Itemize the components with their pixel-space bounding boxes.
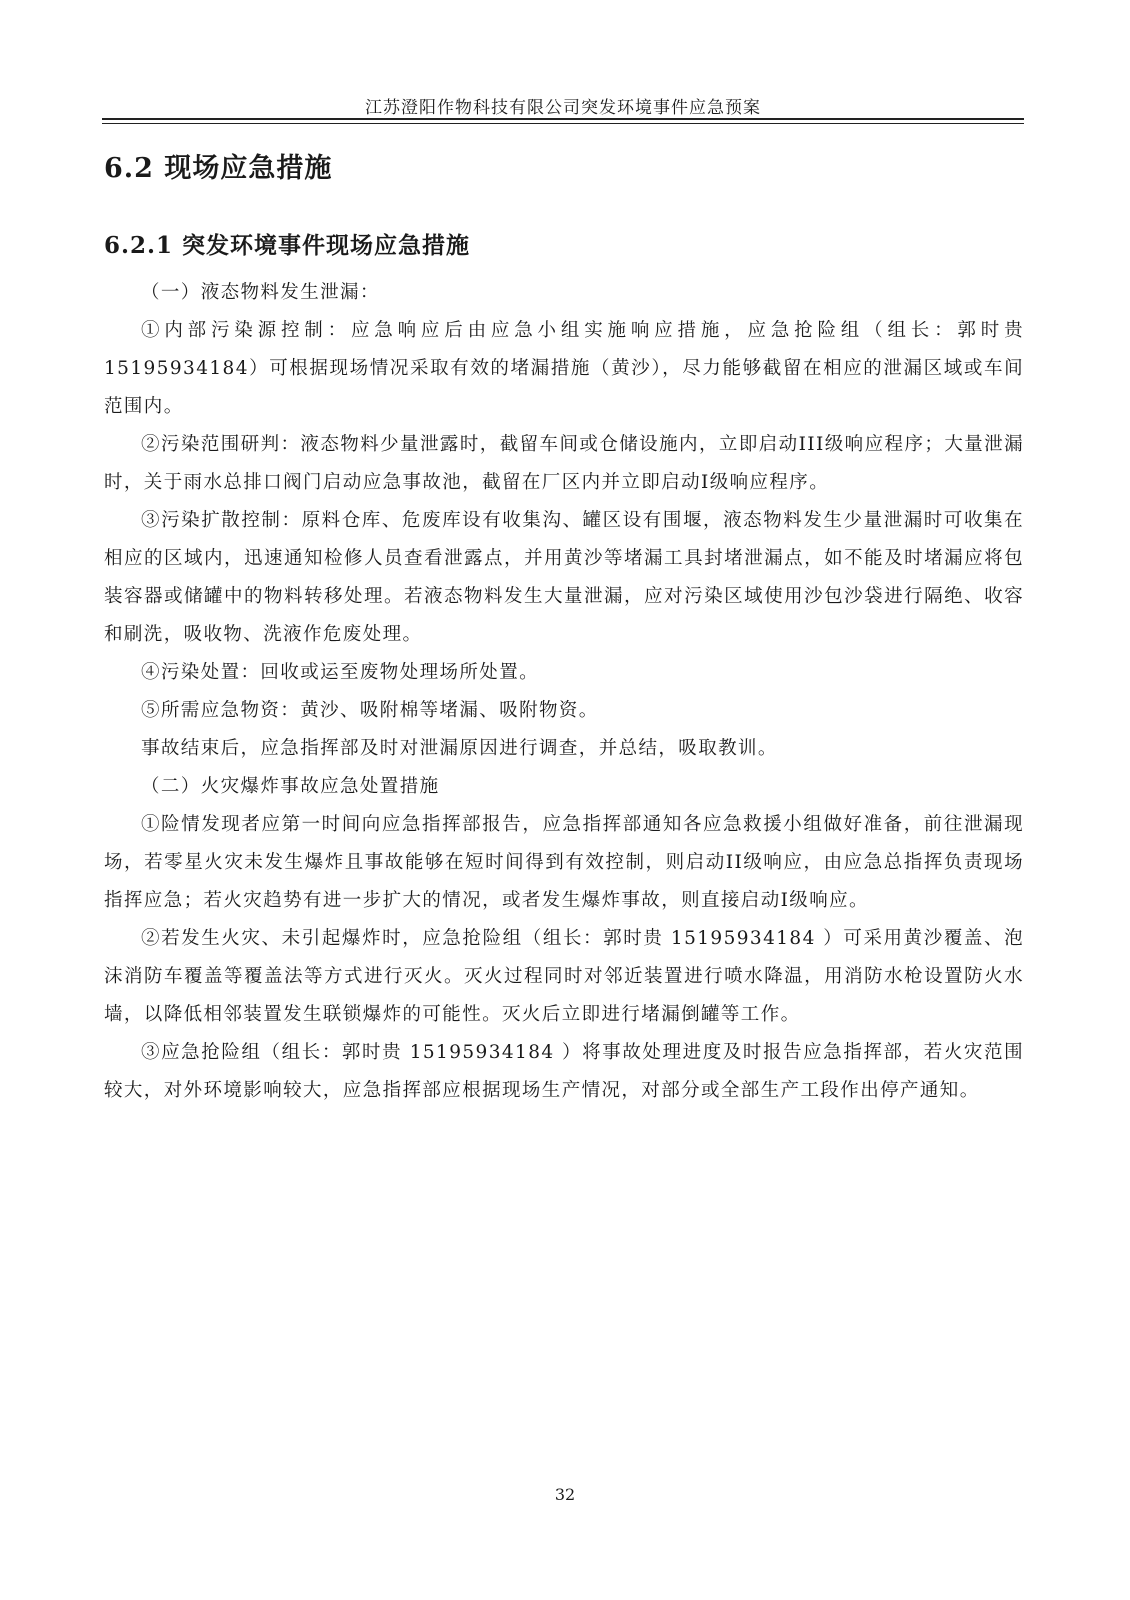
paragraph: （一）液态物料发生泄漏： (141, 282, 380, 303)
paragraph: ①险情发现者应第一时间向应急指挥部报告，应急指挥部通知各应急救援小组做好准备，前往泄漏现场，若零星火灾未发生爆炸且事故能够在短时间得到有效控制，则启动II级响应，由应急总指挥负责现场指挥应急；若火灾趋势有进一步扩大的情况，或者发生爆炸事故，则直接启动I级响应。 (104, 814, 1024, 911)
paragraph: ③污染扩散控制：原料仓库、危废库设有收集沟、罐区设有围堰，液态物料发生少量泄漏时可收集在相应的区域内，迅速通知检修人员查看泄露点，并用黄沙等堵漏工具封堵泄漏点，如不能及时堵漏应将包装容器或储罐中的物料转移处理。若液态物料发生大量泄漏，应对污染区域使用沙包沙袋进行隔绝、收容和刷洗，吸收物、洗液作危废处理。 (104, 510, 1024, 645)
paragraph: ②污染范围研判：液态物料少量泄露时，截留车间或仓储设施内，立即启动III级响应程序；大量泄漏时，关于雨水总排口阀门启动应急事故池，截留在厂区内并立即启动I级响应程序。 (104, 434, 1024, 493)
section-title: 6.2 现场应急措施 (104, 153, 333, 184)
paragraph: ①内部污染源控制：应急响应后由应急小组实施响应措施，应急抢险组（组长：郭时贵15195934184）可根据现场情况采取有效的堵漏措施（黄沙），尽力能够截留在相应的泄漏区域或车间范围内。 (104, 320, 1024, 417)
page-number: 32 (554, 1485, 576, 1504)
header-rule-thin (102, 123, 1024, 124)
document-header: 江苏澄阳作物科技有限公司突发环境事件应急预案 (365, 98, 761, 118)
paragraph: ④污染处置：回收或运至废物处理场所处置。 (141, 662, 540, 683)
paragraph: ③应急抢险组（组长：郭时贵 15195934184 ）将事故处理进度及时报告应急指挥部，若火灾范围较大，对外环境影响较大，应急指挥部应根据现场生产情况，对部分或全部生产工段作出停产通知。 (104, 1042, 1024, 1101)
subsection-title: 6.2.1 突发环境事件现场应急措施 (104, 232, 471, 259)
document-body (104, 274, 1024, 1110)
header-rule-thick (102, 118, 1024, 120)
paragraph: ⑤所需应急物资：黄沙、吸附棉等堵漏、吸附物资。 (141, 700, 599, 721)
paragraph: （二）火灾爆炸事故应急处置措施 (141, 776, 440, 797)
paragraph: ②若发生火灾、未引起爆炸时，应急抢险组（组长：郭时贵 15195934184 ）可采用黄沙覆盖、泡沫消防车覆盖等覆盖法等方式进行灭火。灭火过程同时对邻近装置进行喷水降温，用消防水枪设置防火水墙，以降低相邻装置发生联锁爆炸的可能性。灭火后立即进行堵漏倒罐等工作。 (104, 928, 1024, 1025)
paragraph: 事故结束后，应急指挥部及时对泄漏原因进行调查，并总结，吸取教训。 (141, 738, 778, 759)
